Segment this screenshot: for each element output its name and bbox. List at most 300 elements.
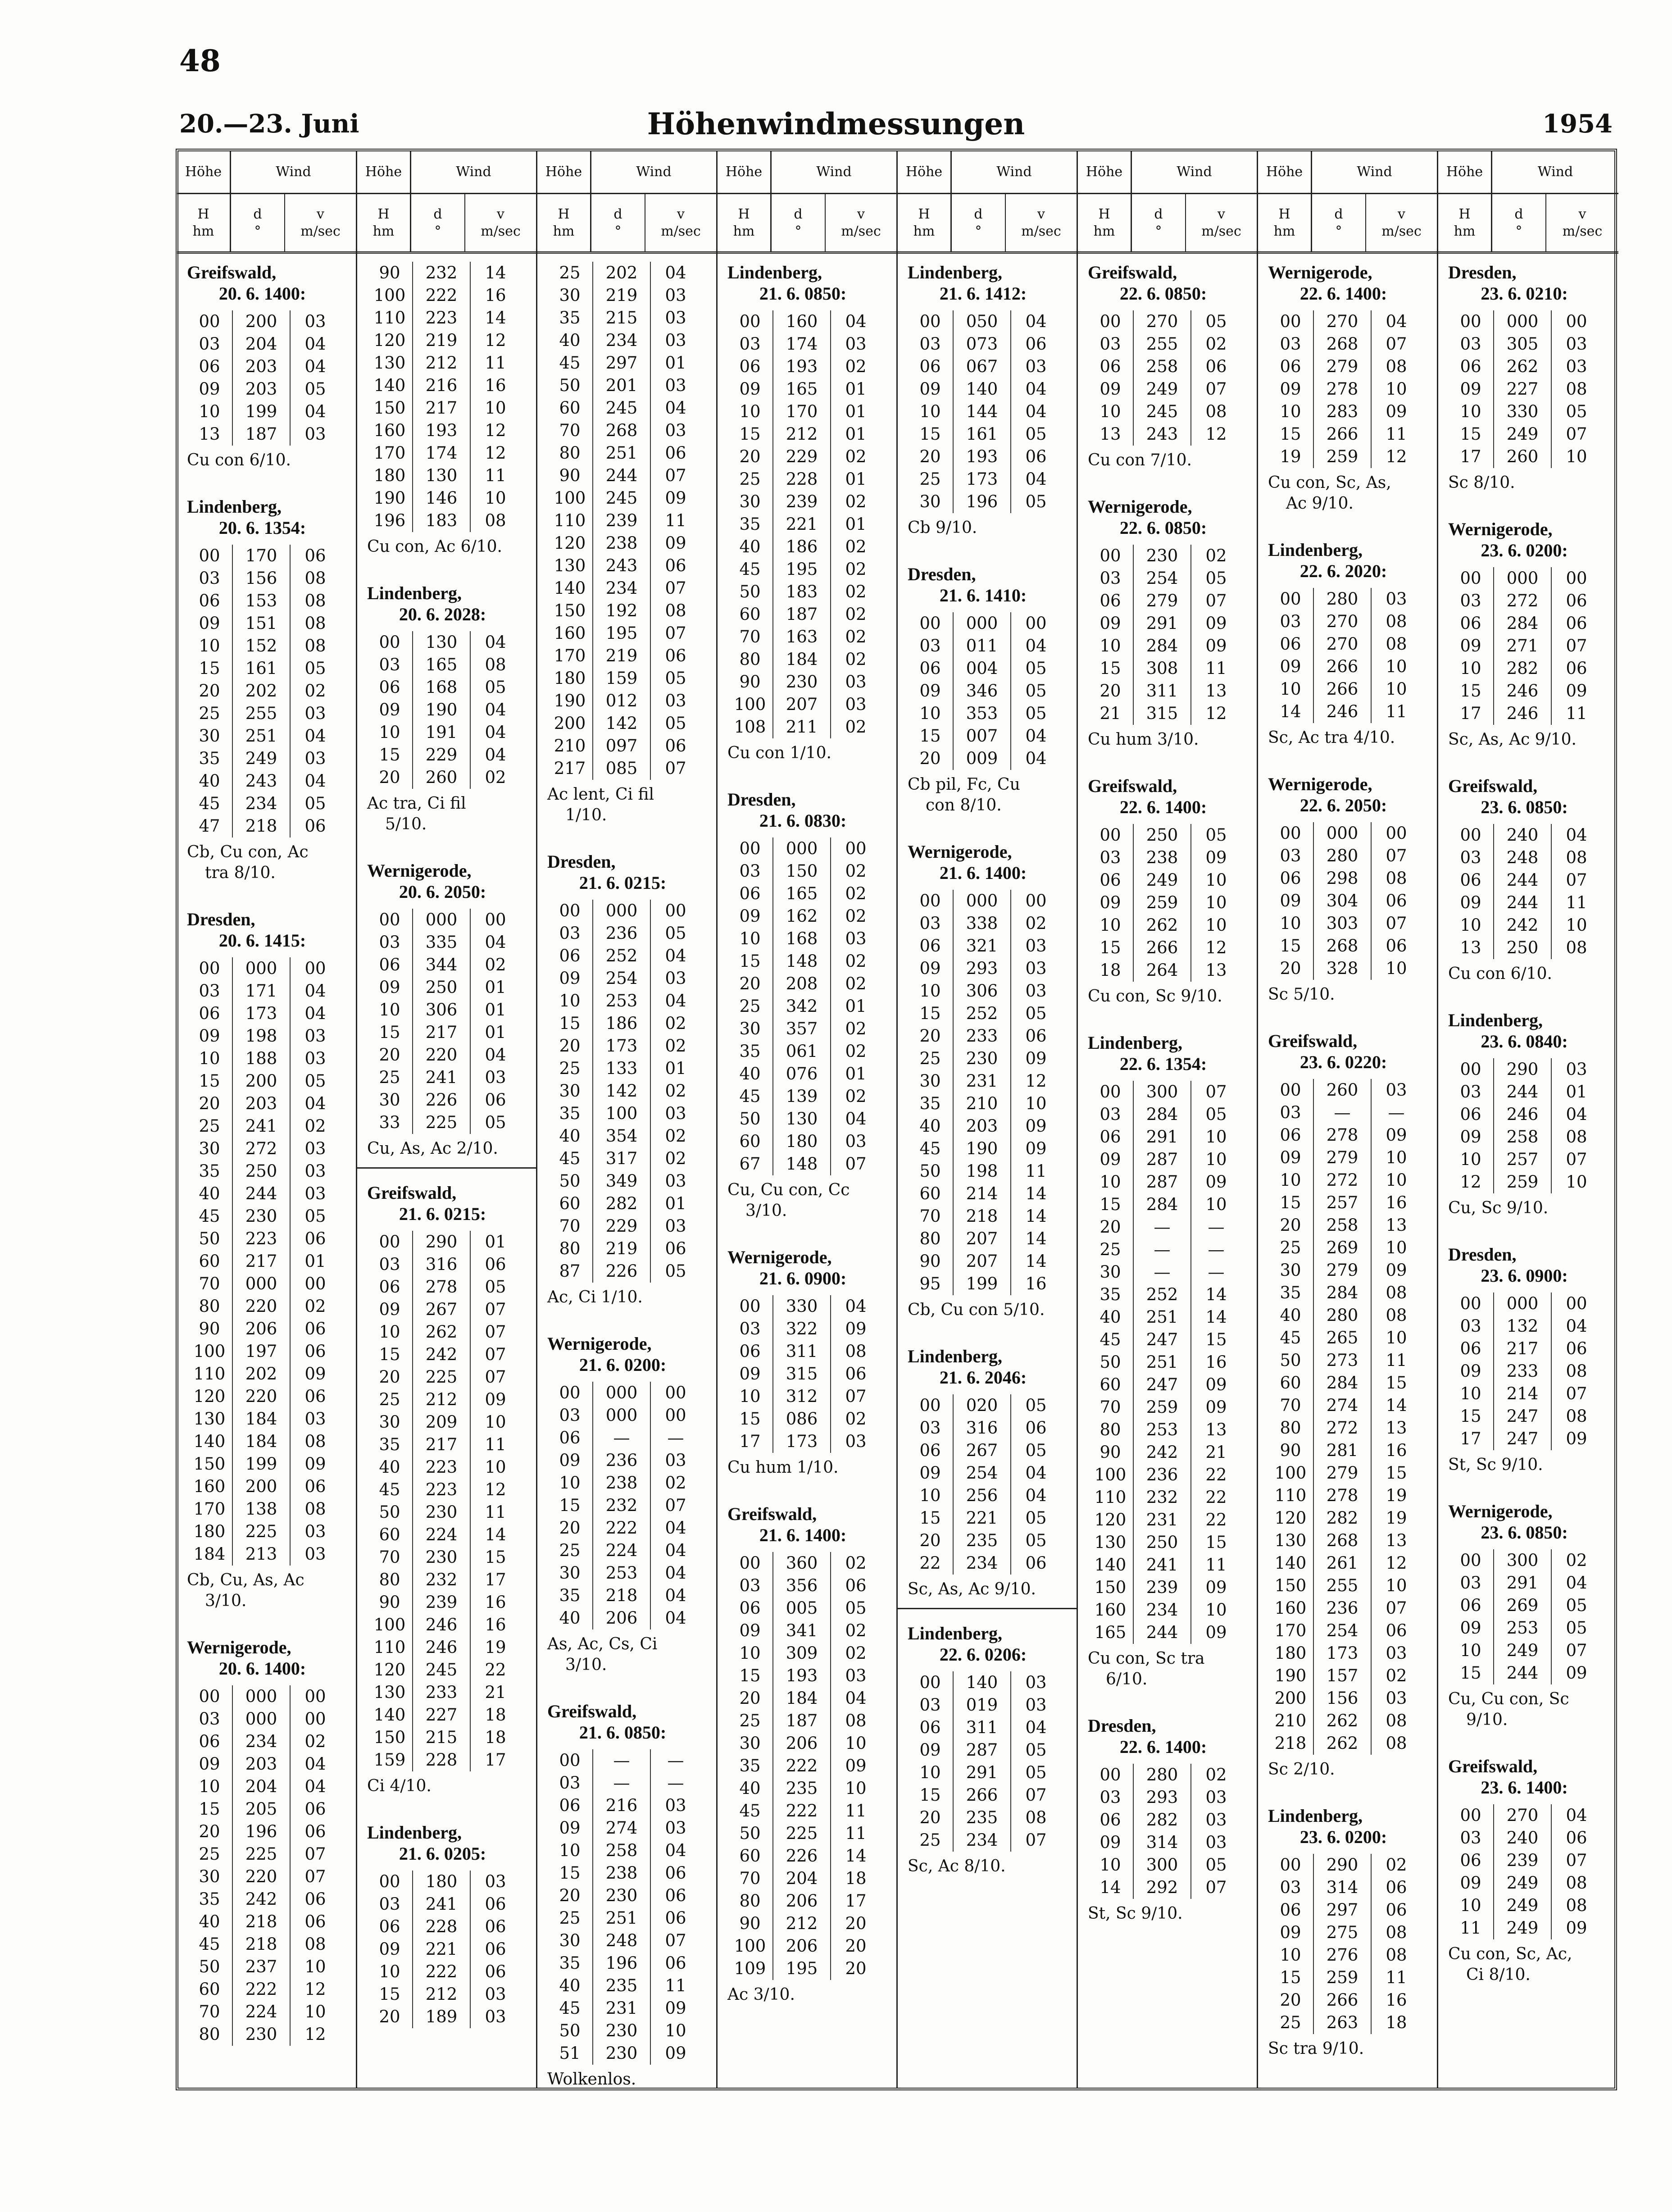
cell-h: 14 [1280,702,1301,721]
table-row [727,860,892,883]
cell-d: 186 [592,1012,651,1035]
cell-h: 15 [1100,659,1121,678]
cell-h: 06 [379,1917,400,1936]
header-msec: m/sec [1021,223,1061,239]
cell-v: 03 [1386,1080,1407,1100]
cell-d: 279 [1313,1259,1372,1282]
table-row [367,442,532,464]
header-h: H [1458,206,1471,222]
header-d-unit [1312,194,1366,251]
table-row [187,401,351,423]
cell-v: 09 [1566,1429,1587,1448]
table-row [547,374,712,397]
station-block [1448,519,1614,750]
cell-d: 291 [1133,612,1191,635]
cell-d: 097 [592,735,651,757]
cell-d: 173 [1313,1642,1372,1665]
cell-v: 11 [845,1824,867,1843]
table-row [547,555,712,577]
table-row [547,1170,712,1192]
station-time: 21. 6. 0215: [399,1204,486,1224]
cell-h: 40 [559,1976,581,1995]
cell-h: 40 [739,537,761,556]
cell-v: 08 [1566,1896,1587,1915]
cell-v: 04 [485,700,506,719]
table-row [187,1730,351,1753]
cell-h: 40 [199,771,220,791]
cell-d: 138 [232,1498,291,1520]
cell-h: 130 [1094,1533,1127,1552]
cell-h: 180 [193,1522,226,1541]
table-row [367,954,532,976]
cell-v: 06 [665,1908,686,1928]
cell-h: 09 [1460,1361,1481,1381]
cell-h: 160 [1274,1598,1307,1618]
cell-d: 227 [412,1704,471,1726]
table-row [1268,822,1432,845]
cell-h: 180 [1274,1643,1307,1663]
cell-v: 03 [665,421,686,440]
cell-v: 09 [665,2044,686,2063]
cell-v: 19 [485,1638,506,1657]
cell-h: 80 [199,1297,220,1316]
cell-h: 217 [554,759,586,778]
cell-d: 297 [1313,1899,1372,1921]
cell-d: 254 [1133,567,1191,590]
cell-h: 190 [554,691,586,710]
cell-v: 07 [1566,1641,1587,1660]
cell-v: 14 [485,263,506,282]
cell-h: 110 [1274,1486,1307,1505]
header-v: v [317,206,324,222]
cell-d: 235 [592,1975,651,1997]
cell-v: 03 [304,424,326,444]
table-row [187,1002,351,1025]
station-time: 20. 6. 2050: [399,882,486,902]
station-time: 21. 6. 0850: [759,283,847,304]
table-row [727,716,892,738]
cell-d: 244 [1493,1662,1552,1684]
cell-d: 245 [592,487,651,510]
cell-d: 209 [412,1411,471,1434]
cell-h: 09 [739,906,761,926]
cell-d: 219 [412,329,471,352]
cell-v: 10 [1386,657,1407,676]
cloud-note: Cu con 7/10. [1088,451,1192,469]
station-time: 21. 6. 0830: [759,810,847,831]
cell-v: 04 [665,1541,686,1560]
table-row [1268,845,1432,867]
cell-d: 222 [232,1978,291,2001]
table-row [547,945,712,967]
cell-h: 20 [559,1518,581,1538]
table-row [547,442,712,464]
cell-v: 10 [1205,893,1227,912]
cell-d: 232 [592,1494,651,1517]
cell-h: 50 [1280,1351,1301,1370]
table-row [1088,1621,1252,1644]
station-block [547,1701,712,2090]
cell-v: 16 [1386,1441,1407,1460]
cell-d: 287 [1133,1171,1191,1193]
cell-h: 60 [199,1252,220,1271]
cell-d: 311 [953,1716,1011,1739]
cell-h: 140 [1094,1555,1127,1575]
cell-v: 15 [1205,1330,1227,1349]
table-row [187,1866,351,1888]
station-time: 21. 6. 2046: [939,1367,1027,1388]
station-name: Lindenberg, [908,1346,1003,1366]
cell-h: 30 [739,1019,761,1038]
table-row [1088,1374,1252,1396]
station-time: 21. 6. 1412: [939,283,1027,304]
cell-v: 02 [845,974,867,993]
cell-d: 287 [953,1739,1011,1761]
table-row [367,654,532,676]
cell-d: 278 [1313,1124,1372,1147]
cell-d: 170 [232,545,291,567]
cell-v: 11 [1566,893,1587,912]
table-row [1448,1594,1614,1617]
table-row [908,890,1072,912]
table-row [1448,1293,1614,1315]
header-deg: ° [614,223,622,239]
cell-h: 09 [919,1740,941,1760]
column-header [1438,151,1618,254]
table-row [908,612,1072,635]
header-v: v [497,206,504,222]
cell-d: 193 [772,355,831,378]
cell-h: 06 [1100,870,1121,890]
cell-h: 03 [1280,612,1301,631]
cell-d: 140 [953,378,1011,401]
table-row [547,1607,712,1629]
header-wind: Wind [456,164,491,180]
cell-d: 085 [592,757,651,780]
table-row [727,401,892,423]
station-block [908,1346,1072,1600]
header-hm: hm [1273,223,1295,239]
cell-v: 10 [485,1457,506,1477]
table-row [1088,567,1252,590]
table-row [1268,1876,1432,1899]
cell-v: 01 [1566,1082,1587,1101]
cell-d: 212 [772,423,831,446]
cell-d: 279 [1133,590,1191,612]
cell-v: 03 [1205,1788,1227,1807]
cloud-note: 6/10. [1106,1670,1148,1689]
cloud-note: 5/10. [385,815,427,833]
table-row [908,1807,1072,1829]
table-row [367,1276,532,1298]
cell-d: 245 [412,1659,471,1681]
table-row [1268,1282,1432,1304]
cell-h: 25 [559,1541,581,1560]
table-row [1088,333,1252,355]
table-row [1268,1620,1432,1642]
cell-d: 314 [1133,1831,1191,1854]
cell-h: 108 [734,717,766,737]
cell-h: 40 [199,1184,220,1203]
table-row [1088,1854,1252,1876]
cell-d: 230 [953,1047,1011,1070]
cell-h: 10 [199,636,220,655]
cell-h: 140 [1274,1553,1307,1573]
cell-v: 06 [665,443,686,463]
table-row [908,1694,1072,1716]
cell-d: 249 [1133,378,1191,401]
cell-d: 220 [232,1385,291,1408]
cell-d: 174 [772,333,831,355]
table-row [727,928,892,950]
cell-v: 09 [304,1364,326,1384]
cell-d: 293 [1133,1786,1191,1809]
station-block [908,841,1072,1320]
cell-h: 13 [1100,424,1121,444]
cell-h: 35 [559,1104,581,1123]
cell-h: 03 [1460,1082,1481,1101]
cell-h: 15 [1280,1193,1301,1212]
station-name: Lindenberg, [908,1623,1003,1643]
cell-h: 35 [739,514,761,534]
cell-d: 007 [953,725,1011,747]
cell-d: 230 [592,2020,651,2042]
table-row [367,1321,532,1343]
cell-v: 22 [1205,1510,1227,1529]
cell-d: 139 [772,1085,831,1108]
cell-d: 156 [232,567,291,590]
cell-h: 03 [1100,848,1121,867]
cell-d: 239 [412,1591,471,1614]
table-row [727,1665,892,1687]
cell-h: 50 [559,376,581,395]
cell-h: 51 [559,2044,581,2063]
table-row [187,333,351,355]
table-row [547,757,712,780]
table-row [1088,1284,1252,1306]
cell-v: 15 [1386,1373,1407,1393]
cell-h: 30 [199,1139,220,1158]
cell-v: 07 [1566,1851,1587,1870]
cell-d: 173 [772,1430,831,1453]
cell-d: 245 [1133,401,1191,423]
cell-v: 19 [1386,1486,1407,1505]
cell-v: 13 [1386,1215,1407,1235]
table-row [547,1884,712,1907]
cell-h: 50 [559,2021,581,2040]
table-row [187,1228,351,1250]
cell-h: 20 [199,1822,220,1841]
cell-h: 15 [379,1345,400,1364]
cell-h: 15 [199,659,220,678]
cell-v: 04 [665,946,686,965]
cell-d: 242 [412,1343,471,1366]
cell-h: 06 [379,678,400,697]
table-row [367,999,532,1021]
table-row [1268,423,1432,446]
cell-v: 05 [1025,704,1047,723]
cell-h: 19 [1280,447,1301,466]
station-block [1088,496,1252,750]
table-row [908,446,1072,468]
cell-v: 03 [1025,1673,1047,1692]
cell-h: 03 [919,334,941,354]
cell-d: 144 [953,401,1011,423]
cell-h: 80 [559,443,581,463]
cell-h: 160 [373,421,406,440]
cell-v: 18 [485,1705,506,1725]
table-column [357,151,537,2088]
cell-h: 159 [373,1750,406,1770]
table-row [1448,1405,1614,1428]
cell-h: 03 [1280,846,1301,865]
block-gap [1268,1780,1432,1805]
cell-h: 110 [554,511,586,530]
station-block [1088,775,1252,1007]
cell-h: 35 [199,1161,220,1181]
cell-d: 146 [412,487,471,510]
cell-v: 03 [304,1522,326,1541]
cell-h: 03 [379,655,400,674]
cell-v: 03 [665,308,686,328]
cell-d: 219 [592,284,651,307]
cell-d: 303 [1313,912,1372,935]
cell-h: 09 [379,978,400,997]
table-row [908,680,1072,702]
table-row [547,1539,712,1562]
cell-h: 15 [379,1984,400,2004]
cell-h: 10 [919,1486,941,1505]
cell-d: 207 [953,1228,1011,1250]
cell-d: 233 [953,1025,1011,1047]
cell-v: 04 [845,312,867,331]
table-row [1268,1944,1432,1966]
cell-h: 170 [193,1499,226,1519]
cell-v: 03 [1025,1695,1047,1715]
table-row [187,1933,351,1956]
table-row [1268,867,1432,890]
cell-d: 342 [772,995,831,1018]
table-row [908,1507,1072,1529]
table-row [1088,1351,1252,1374]
cell-v: 03 [1025,357,1047,376]
cell-v: 07 [665,1931,686,1950]
cell-v: 03 [304,749,326,768]
cell-d: 212 [412,1983,471,2006]
table-row [727,310,892,333]
table-row [727,648,892,671]
cell-v: 00 [665,1406,686,1425]
station-time: 23. 6. 0840: [1481,1031,1568,1051]
station-name: Greifswald, [367,1183,457,1203]
cell-h: 40 [739,1779,761,1798]
table-row [1088,310,1252,333]
header-d-unit [591,194,645,251]
table-row [1088,1509,1252,1531]
cell-h: 45 [199,794,220,813]
cell-v: 06 [304,816,326,836]
cell-h: 10 [919,1763,941,1782]
cell-h: 80 [739,1891,761,1911]
table-row [1448,824,1614,847]
cell-h: 00 [1460,312,1481,331]
cell-v: 09 [1205,636,1227,655]
table-row [1268,1484,1432,1507]
station-time: 21. 6. 1400: [759,1525,847,1545]
cloud-note: Sc 2/10. [1268,1760,1335,1779]
cell-v: 10 [1205,870,1227,890]
table-row [727,1935,892,1957]
cell-h: 03 [1280,1103,1301,1122]
cloud-note: Cu con, Sc 9/10. [1088,987,1222,1006]
cell-d: 187 [232,423,291,446]
cell-h: 33 [379,1113,400,1132]
table-row [908,491,1072,513]
table-row [1268,1575,1432,1597]
table-row [367,1704,532,1726]
cell-d: 349 [592,1170,651,1192]
table-row [727,1318,892,1340]
cell-d: 227 [1493,378,1552,401]
cloud-note: Cb 9/10. [908,519,977,537]
cell-v: 02 [1386,1666,1407,1685]
cell-h: 15 [739,1666,761,1685]
table-row [1268,655,1432,678]
table-row [908,1205,1072,1228]
table-row [547,419,712,442]
table-row [547,1125,712,1147]
cell-d: 073 [953,333,1011,355]
cell-d: 266 [1313,1989,1372,2012]
block-gap [727,764,892,789]
cell-v: 07 [1566,424,1587,444]
table-row [367,1434,532,1456]
station-block [547,1333,712,1675]
cell-d: 250 [1133,824,1191,847]
cell-v: 03 [845,1666,867,1685]
cell-d: 314 [1313,1876,1372,1899]
cell-v: 08 [1566,379,1587,399]
table-row [367,676,532,699]
cell-v: 03 [304,1544,326,1564]
cell-d: 221 [772,513,831,536]
cell-v: 10 [1386,1170,1407,1190]
cell-h: 09 [1100,614,1121,633]
cell-d: 231 [1133,1509,1191,1531]
cell-d: 233 [412,1681,471,1704]
cell-d: 180 [772,1130,831,1153]
cell-v: 03 [1566,334,1587,354]
table-row [187,1888,351,1911]
table-row [1268,1687,1432,1710]
cloud-note: As, Ac, Cs, Ci [547,1635,658,1653]
table-row [547,1997,712,2020]
table-row [547,1057,712,1080]
cloud-note: Cb, Cu con 5/10. [908,1301,1045,1319]
cell-d: 238 [592,532,651,555]
cell-d: 265 [1313,1327,1372,1349]
cell-v: 01 [845,997,867,1016]
header-hm: hm [192,223,214,239]
table-row [547,1975,712,1997]
table-row [908,423,1072,446]
cell-d: 282 [1133,1809,1191,1831]
table-row [547,1907,712,1930]
cell-v: 04 [304,334,326,354]
cloud-note: Ac, Ci 1/10. [547,1288,643,1306]
table-row [727,1732,892,1755]
cell-d: 267 [953,1439,1011,1462]
